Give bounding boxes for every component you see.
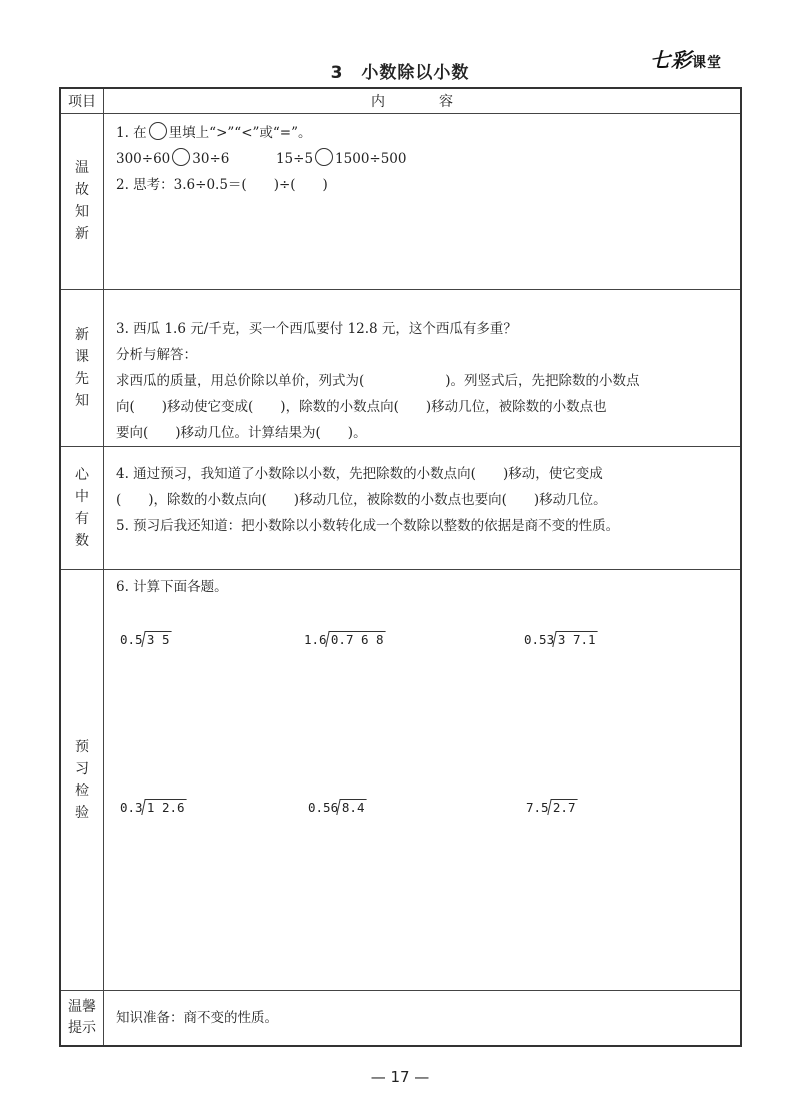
brand-logo xyxy=(650,44,722,73)
question-1: 1. 在 里填上“>”“<”或“=”。 xyxy=(116,120,732,146)
analysis-heading: 分析与解答： xyxy=(116,346,197,363)
logo-text: 七彩 xyxy=(650,48,692,72)
division-problem: 0.56 8.4 xyxy=(308,799,365,815)
worksheet-table xyxy=(59,87,742,1047)
compare-row: 300÷60 30÷6 15÷5 1500÷500 xyxy=(116,146,732,172)
section-tip xyxy=(60,991,741,1046)
section-label: 温故知新 xyxy=(75,160,89,243)
question-4-cont: ( )，除数的小数点向( )移动几位，被除数的小数点也要向( )移动几位。 xyxy=(116,492,607,509)
section-check xyxy=(60,569,741,991)
question-3: 3. 西瓜 1.6 元/千克，买一个西瓜要付 12.8 元，这个西瓜有多重？ xyxy=(116,320,517,337)
division-problem: 0.5 3 5 xyxy=(120,631,170,647)
tip-text: 知识准备：商不变的性质。 xyxy=(104,991,742,1046)
question-6: 6. 计算下面各题。 xyxy=(116,578,228,595)
division-problem: 0.53 3 7.1 xyxy=(524,631,596,647)
header-item: 项目 xyxy=(60,88,104,114)
header-content: 内 容 xyxy=(104,88,742,114)
table-header-row xyxy=(60,88,741,114)
question-4: 4. 通过预习，我知道了小数除以小数，先把除数的小数点向( )移动，使它变成 xyxy=(116,466,603,483)
compare-circle-2[interactable] xyxy=(315,148,333,166)
analysis-line: 向( )移动使它变成( )，除数的小数点向( )移动几位，被除数的小数点也 xyxy=(116,398,607,415)
section-insight xyxy=(60,447,741,569)
question-5: 5. 预习后我还知道：把小数除以小数转化成一个数除以整数的依据是商不变的性质。 xyxy=(116,518,620,535)
section-label: 新课先知 xyxy=(75,327,89,409)
analysis-line: 要向( )移动几位。计算结果为( )。 xyxy=(116,424,367,441)
page-number: — 17 — xyxy=(370,1068,430,1086)
logo-suffix: 课堂 xyxy=(692,55,722,71)
section-label: 心中有数 xyxy=(75,467,89,549)
analysis-line: 求西瓜的质量，用总价除以单价，列式为( )。列竖式后，先把除数的小数点 xyxy=(116,372,640,389)
division-problem: 7.5 2.7 xyxy=(526,799,576,815)
compare-circle-1[interactable] xyxy=(172,148,190,166)
section-preview xyxy=(60,289,741,447)
question-2: 2. 思考：3.6÷0.5＝( )÷( ) xyxy=(116,177,328,194)
section-review xyxy=(60,114,741,290)
division-problem: 0.3 1 2.6 xyxy=(120,799,185,815)
section-label: 温馨提示 xyxy=(68,999,96,1037)
division-problem: 1.6 0.7 6 8 xyxy=(304,631,384,647)
page-title: 3 小数除以小数 xyxy=(330,63,470,83)
circle-blank-icon xyxy=(149,122,167,140)
section-label: 预习检验 xyxy=(75,738,89,821)
